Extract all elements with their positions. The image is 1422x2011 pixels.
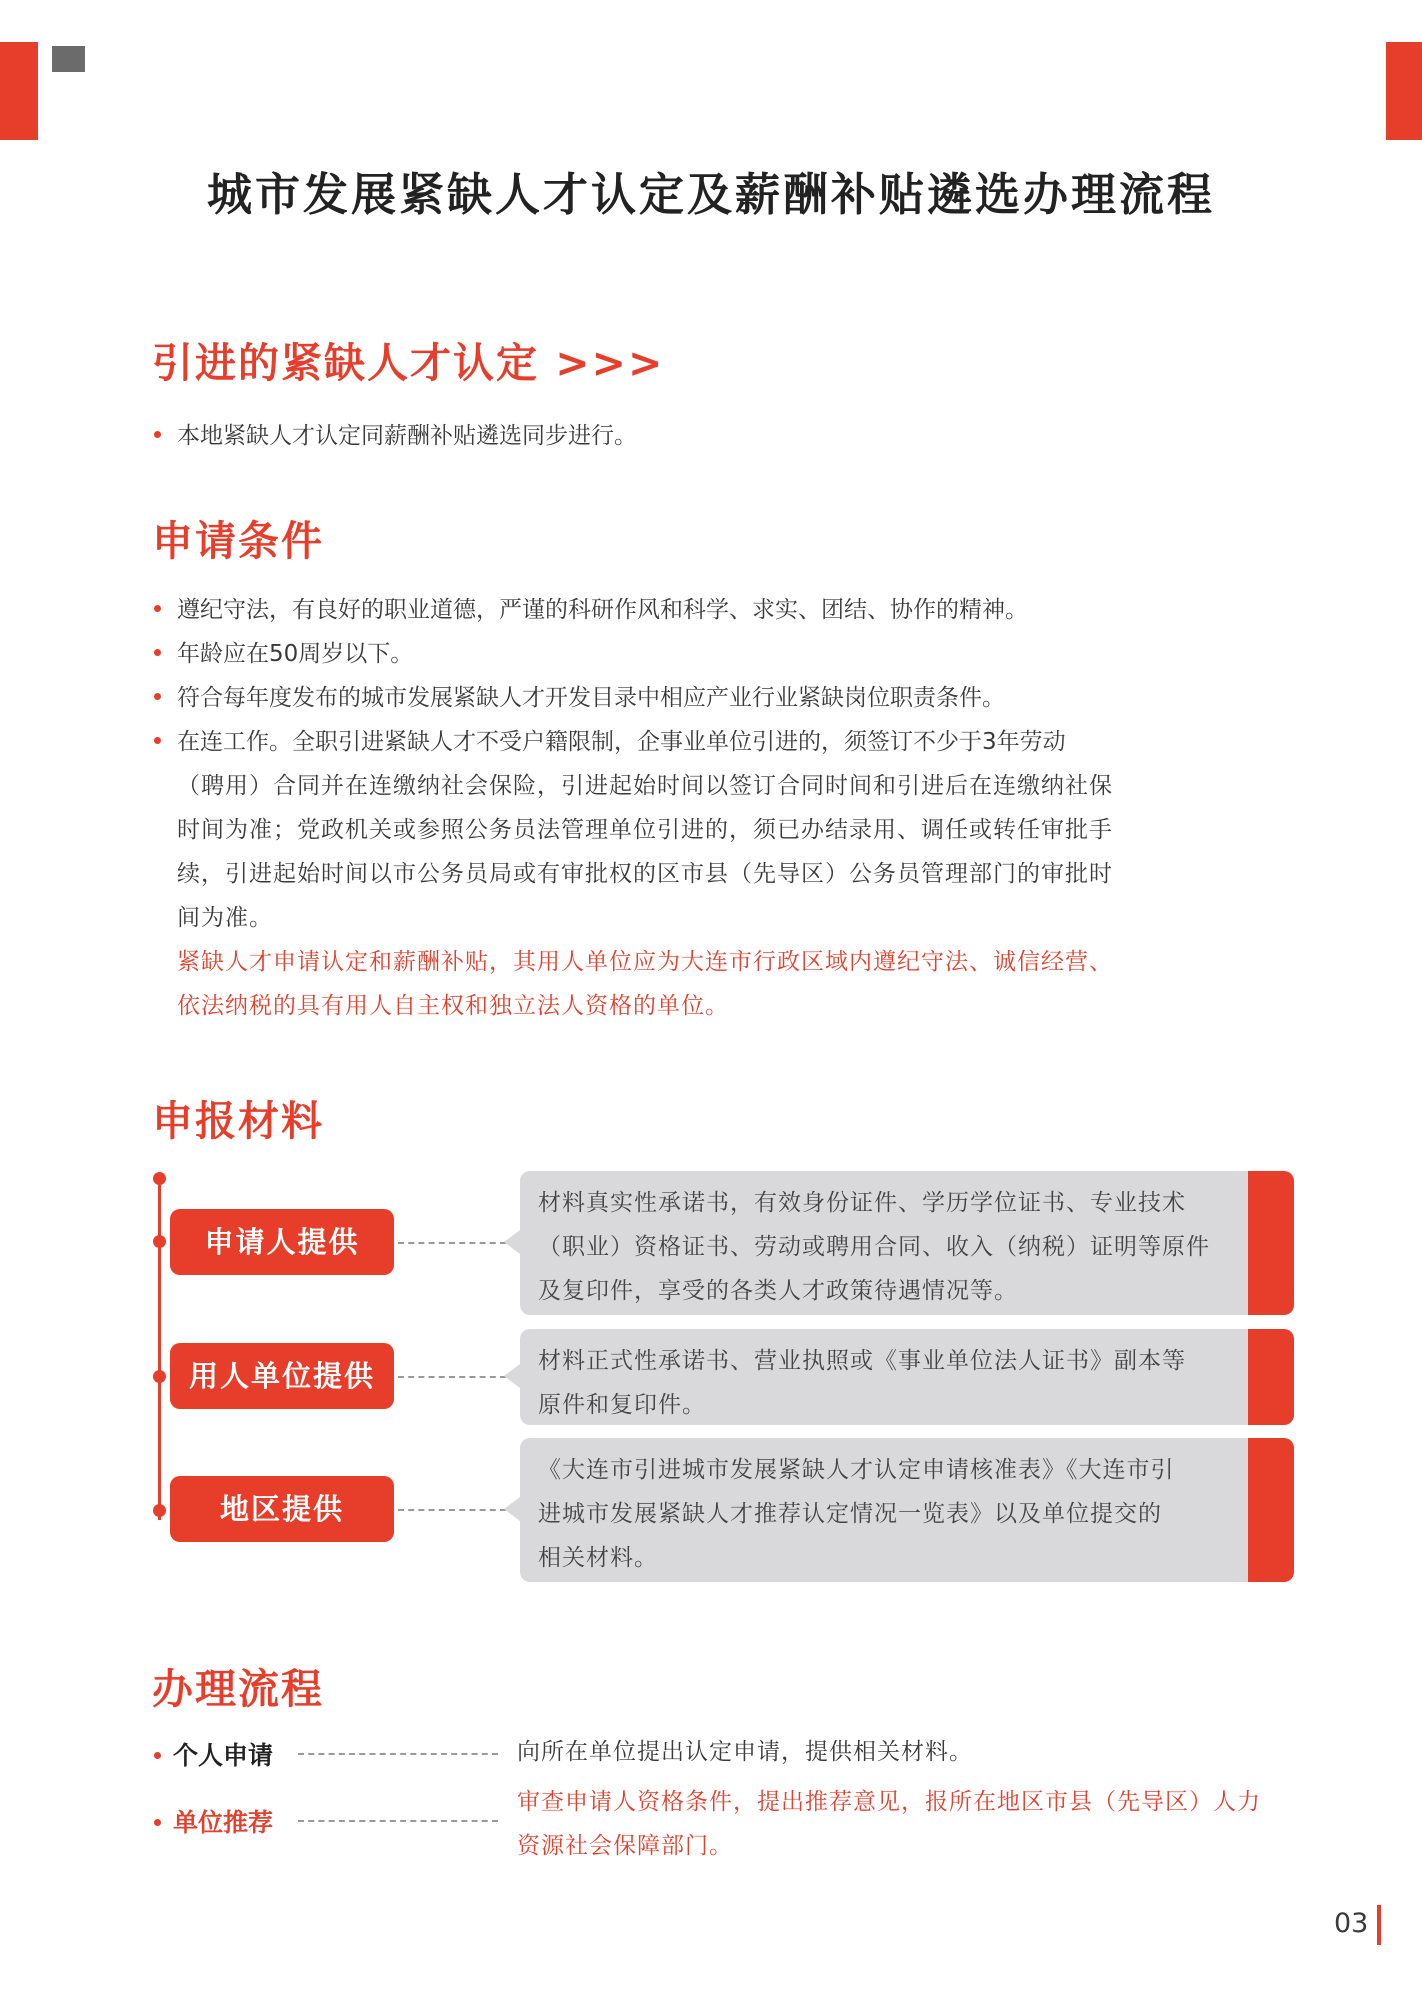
connector-dash: [298, 1753, 498, 1755]
bullet-icon: [154, 693, 161, 700]
intro-bullet: 本地紧缺人才认定同薪酬补贴遴选同步进行。: [154, 414, 637, 458]
condition-bullet-4: 在连工作。全职引进紧缺人才不受户籍限制，企事业单位引进的，须签订不少于3年劳动: [154, 720, 1066, 764]
corner-accent-right: [1386, 42, 1422, 140]
corner-square: [52, 46, 85, 72]
timeline-dot: [153, 1370, 166, 1383]
material-box-region: 《大连市引进城市发展紧缺人才认定申请核准表》《大连市引 进城市发展紧缺人才推荐认定情况一览表》以及单位提交的 相关材料。: [520, 1438, 1294, 1582]
connector-dash: [398, 1509, 506, 1511]
material-box-applicant: 材料真实性承诺书，有效身份证件、学历学位证书、专业技术 （职业）资格证书、劳动或聘用合同、收入（纳税）证明等原件 及复印件，享受的各类人才政策待遇情况等。: [520, 1171, 1294, 1315]
page-title: 城市发展紧缺人才认定及薪酬补贴遴选办理流程: [206, 168, 1215, 221]
process-step-2-label: 单位推荐: [154, 1803, 273, 1839]
process-step-1-label: 个人申请: [154, 1736, 273, 1772]
condition-bullet-1: 遵纪守法，有良好的职业道德，严谨的科研作风和科学、求实、团结、协作的精神。: [154, 588, 1028, 632]
material-label-region: 地区提供: [170, 1476, 394, 1542]
box-accent: [1248, 1438, 1294, 1582]
material-box-employer: 材料正式性承诺书、营业执照或《事业单位法人证书》副本等 原件和复印件。: [520, 1329, 1294, 1425]
connector-dash: [298, 1820, 498, 1822]
timeline-dot: [153, 1235, 166, 1248]
process-step-1-desc: 向所在单位提出认定申请，提供相关材料。: [517, 1739, 973, 1765]
page-number-bar: [1377, 1905, 1381, 1945]
bullet-icon: [154, 605, 161, 612]
condition-continuation: （聘用）合同并在连缴纳社会保险，引进起始时间以签订合同时间和引进后在连缴纳社保 时间为准；党政机关或参照公务员法管理单位引进的，须已办结录用、调任或转任审批手 续，引进起始时间以市公务员局或有审批权的区市县（先导区）公务员管理部门的审批时 间为准。: [177, 773, 1113, 931]
bullet-icon: [154, 1752, 161, 1759]
bullet-icon: [154, 737, 161, 744]
section-heading-process: 办理流程: [152, 1665, 324, 1713]
section-heading-intro: 引进的紧缺人才认定 >>>: [152, 339, 665, 387]
box-pointer: [504, 1364, 520, 1388]
box-pointer: [504, 1230, 520, 1254]
section-heading-conditions: 申请条件: [152, 517, 324, 565]
bullet-icon: [154, 1819, 161, 1826]
box-accent: [1248, 1329, 1294, 1425]
connector-dash: [398, 1376, 506, 1378]
condition-bullet-3: 符合每年度发布的城市发展紧缺人才开发目录中相应产业行业紧缺岗位职责条件。: [154, 676, 1005, 720]
condition-note: 紧缺人才申请认定和薪酬补贴，其用人单位应为大连市行政区域内遵纪守法、诚信经营、 依法纳税的具有用人自主权和独立法人资格的单位。: [177, 949, 1113, 1019]
box-accent: [1248, 1171, 1294, 1315]
timeline-dot: [153, 1504, 166, 1517]
condition-bullet-2: 年龄应在50周岁以下。: [154, 632, 413, 676]
timeline-line: [158, 1178, 161, 1520]
box-pointer: [504, 1497, 520, 1521]
connector-dash: [398, 1242, 506, 1244]
timeline-dot: [153, 1172, 166, 1185]
material-label-applicant: 申请人提供: [170, 1209, 394, 1275]
process-step-2-desc: 审查申请人资格条件，提出推荐意见，报所在地区市县（先导区）人力 资源社会保障部门。: [517, 1789, 1261, 1859]
material-label-employer: 用人单位提供: [170, 1343, 394, 1409]
page-number: 03: [1334, 1908, 1369, 1939]
corner-accent-left: [0, 42, 38, 140]
section-heading-materials: 申报材料: [152, 1097, 324, 1145]
bullet-icon: [154, 431, 161, 438]
bullet-icon: [154, 649, 161, 656]
